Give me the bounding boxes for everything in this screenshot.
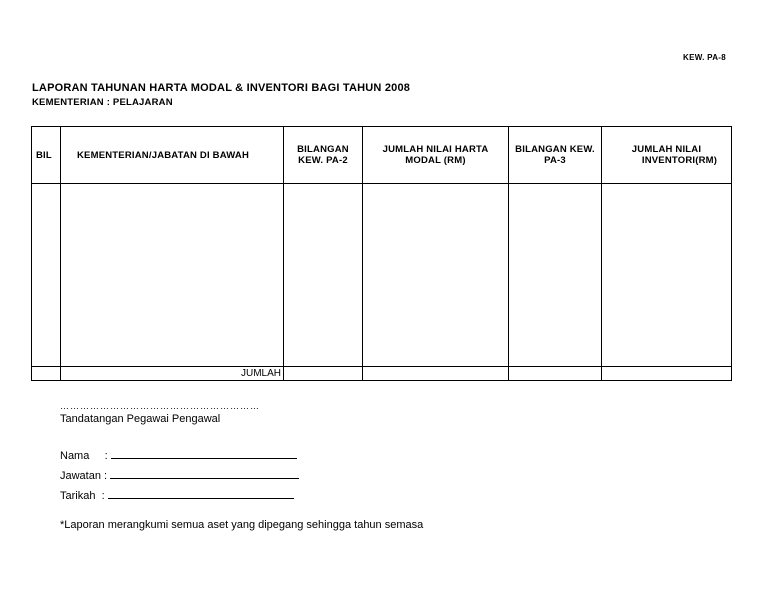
cell-bilangan-pa3[interactable] bbox=[509, 184, 602, 367]
cell-bil[interactable] bbox=[32, 184, 61, 367]
header-nilai-harta-line2: MODAL (RM) bbox=[405, 155, 466, 166]
header-kementerian: KEMENTERIAN/JABATAN DI BAWAH bbox=[61, 127, 284, 184]
table-body-row bbox=[32, 184, 732, 367]
total-nilai-harta[interactable] bbox=[363, 367, 509, 381]
header-nilai-inventori-line2: INVENTORI(RM) bbox=[641, 155, 718, 166]
jawatan-label: Jawatan : bbox=[60, 470, 111, 482]
report-table bbox=[31, 126, 732, 381]
nama-label: Nama : bbox=[60, 450, 111, 462]
header-nilai-inventori-line1: JUMLAH NILAI bbox=[631, 144, 702, 155]
header-bilangan-pa2 bbox=[284, 127, 363, 184]
header-bilangan-pa2-line2: KEW. PA-2 bbox=[298, 155, 348, 166]
tarikh-input-line[interactable] bbox=[108, 488, 294, 499]
nama-field bbox=[60, 448, 297, 462]
nama-input-line[interactable] bbox=[111, 448, 297, 459]
footnote: *Laporan merangkumi semua aset yang dipegang sehingga tahun semasa bbox=[60, 519, 424, 531]
cell-kementerian[interactable] bbox=[61, 184, 284, 367]
jawatan-input-line[interactable] bbox=[110, 468, 299, 479]
total-bilangan-pa2[interactable] bbox=[284, 367, 363, 381]
table-header-row bbox=[32, 127, 732, 184]
signature-line: …………………………………………………… bbox=[60, 401, 260, 411]
header-bil: BIL bbox=[32, 127, 61, 184]
header-bilangan-pa3-line1: BILANGAN KEW. bbox=[515, 144, 595, 155]
header-nilai-inventori bbox=[602, 127, 732, 184]
jawatan-field bbox=[60, 468, 299, 482]
tarikh-label: Tarikah : bbox=[60, 490, 108, 502]
total-label: JUMLAH bbox=[61, 367, 284, 381]
cell-bilangan-pa2[interactable] bbox=[284, 184, 363, 367]
header-bilangan-pa3-line2: PA-3 bbox=[544, 155, 566, 166]
header-bilangan-pa3 bbox=[509, 127, 602, 184]
ministry-subtitle: KEMENTERIAN : PELAJARAN bbox=[32, 97, 173, 108]
report-title: LAPORAN TAHUNAN HARTA MODAL & INVENTORI BAGI TAHUN 2008 bbox=[32, 82, 411, 94]
total-nilai-inventori[interactable] bbox=[602, 367, 732, 381]
header-bilangan-pa2-line1: BILANGAN bbox=[297, 144, 349, 155]
header-nilai-harta bbox=[363, 127, 509, 184]
cell-nilai-harta[interactable] bbox=[363, 184, 509, 367]
signature-label: Tandatangan Pegawai Pengawal bbox=[60, 413, 221, 425]
total-cell-bil bbox=[32, 367, 61, 381]
table-total-row bbox=[32, 367, 732, 381]
header-nilai-harta-line1: JUMLAH NILAI HARTA bbox=[382, 144, 489, 155]
total-bilangan-pa3[interactable] bbox=[509, 367, 602, 381]
form-code: KEW. PA-8 bbox=[683, 53, 727, 62]
cell-nilai-inventori[interactable] bbox=[602, 184, 732, 367]
tarikh-field bbox=[60, 488, 294, 502]
